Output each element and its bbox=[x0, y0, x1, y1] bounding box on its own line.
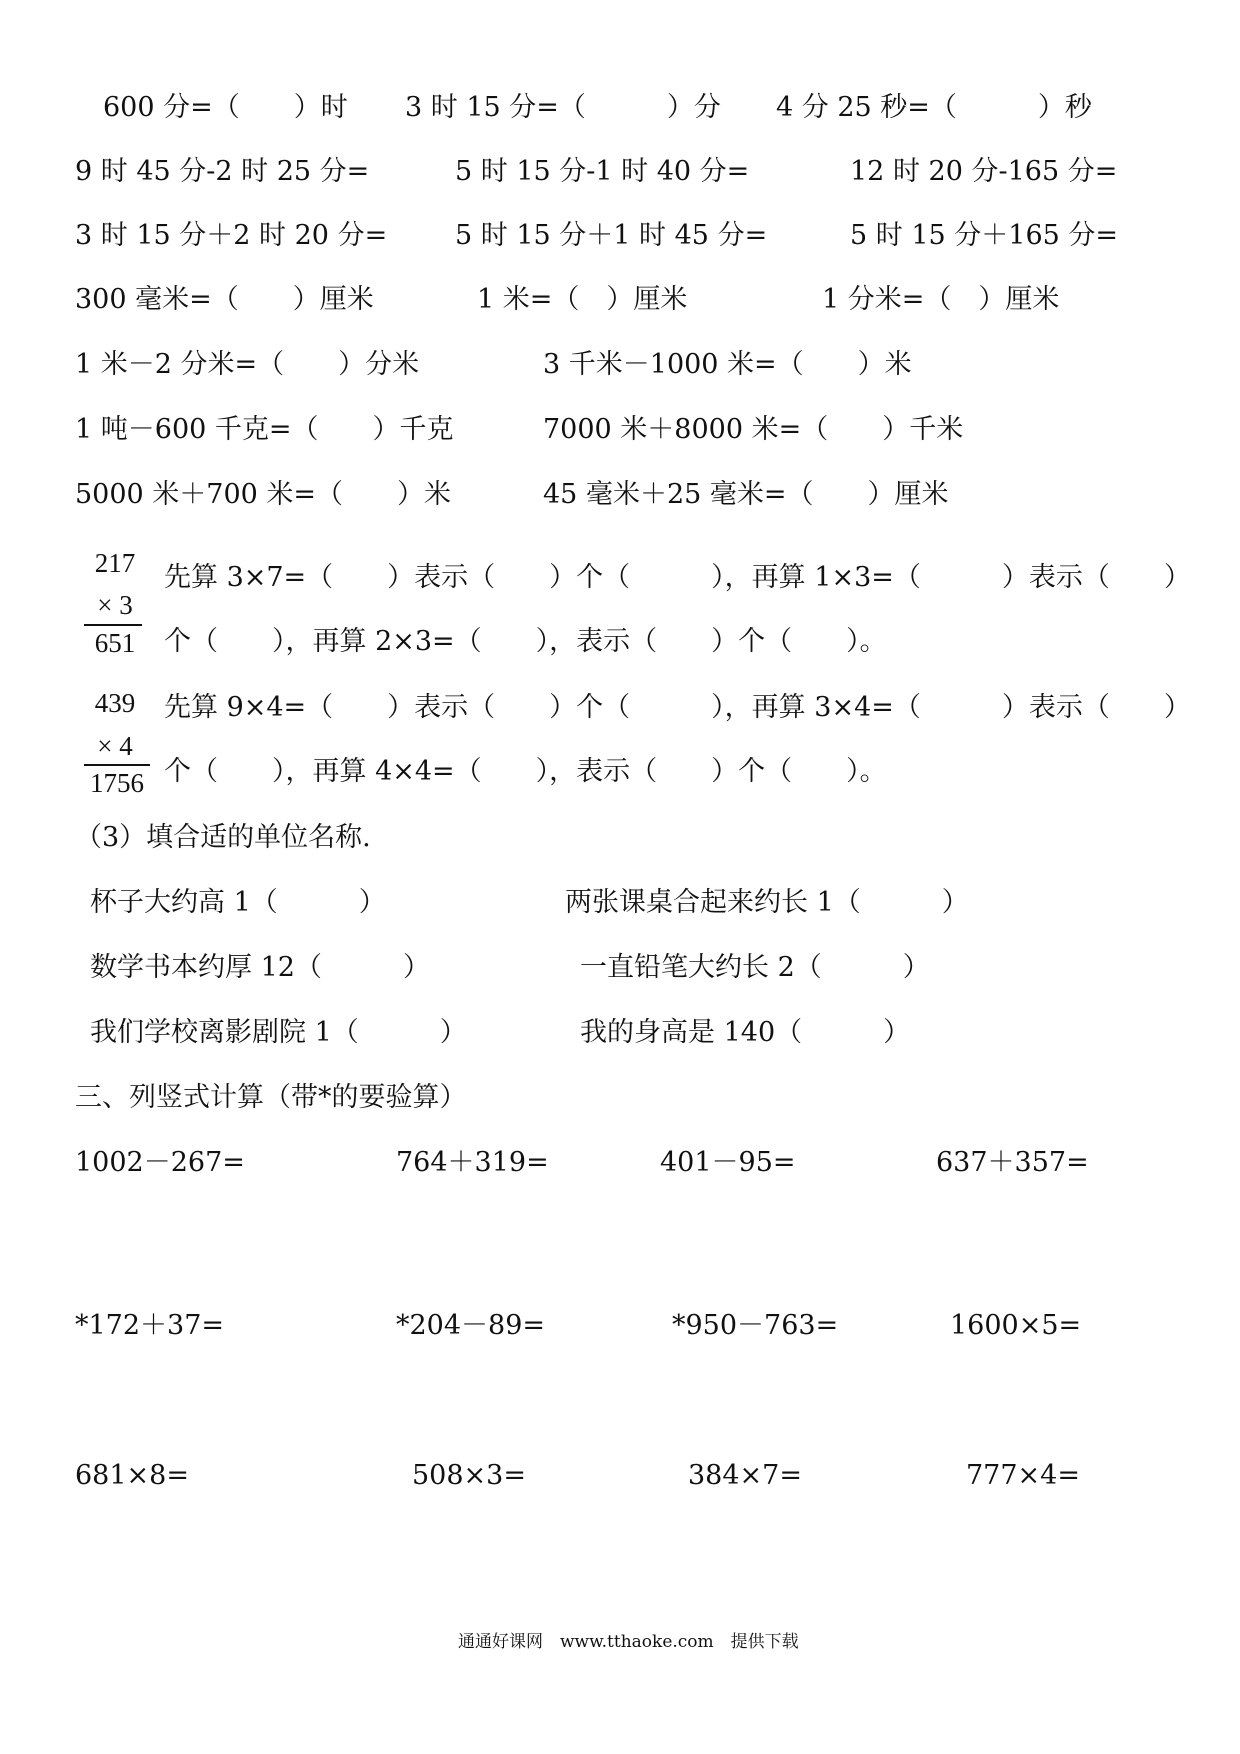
vertical-1-line-2: 个（ ），再算 2×3=（ ），表示（ ）个（ ）。 bbox=[164, 626, 887, 657]
length-question-7: 5000 米＋700 米=（ ）米 bbox=[75, 479, 452, 510]
calc-1-4: 637＋357= bbox=[936, 1147, 1089, 1178]
length-question-2: 1 米=（ ）厘米 bbox=[477, 284, 688, 315]
vertical-2-multiplier: × 4 bbox=[97, 731, 133, 761]
time-sub-1: 9 时 45 分-2 时 25 分= bbox=[75, 156, 370, 187]
vertical-2-line-1: 先算 9×4=（ ）表示（ ）个（ ），再算 3×4=（ ）表示（ ） bbox=[164, 692, 1191, 723]
calc-3-4: 777×4= bbox=[966, 1460, 1080, 1491]
mass-question-1: 1 吨－600 千克=（ ）千克 bbox=[75, 414, 454, 445]
vertical-2-result: 1756 bbox=[90, 768, 144, 798]
time-question-2: 3 时 15 分=（ ）分 bbox=[405, 92, 721, 123]
section-3-title: 三、列竖式计算（带*的要验算） bbox=[75, 1082, 467, 1113]
unit-question-2: 两张课桌合起来约长 1（ ） bbox=[565, 887, 969, 918]
calc-2-3: *950－763= bbox=[672, 1310, 839, 1341]
unit-question-5: 我们学校离影剧院 1（ ） bbox=[90, 1017, 467, 1048]
unit-question-6: 我的身高是 140（ ） bbox=[580, 1017, 911, 1048]
unit-question-4: 一直铅笔大约长 2（ ） bbox=[580, 952, 930, 983]
vertical-1-multiplier: × 3 bbox=[97, 590, 133, 620]
length-question-1: 300 毫米=（ ）厘米 bbox=[75, 284, 374, 315]
length-question-3: 1 分米=（ ）厘米 bbox=[822, 284, 1060, 315]
unit-heading: （3）填合适的单位名称. bbox=[75, 822, 371, 853]
vertical-2-top: 439 bbox=[94, 688, 136, 718]
unit-question-1: 杯子大约高 1（ ） bbox=[90, 887, 386, 918]
calc-1-3: 401－95= bbox=[660, 1147, 796, 1178]
vertical-1-result: 651 bbox=[94, 628, 136, 658]
vertical-1-rule bbox=[84, 624, 142, 626]
vertical-2-rule bbox=[84, 764, 150, 766]
length-question-8: 45 毫米＋25 毫米=（ ）厘米 bbox=[543, 479, 949, 510]
calc-2-1: *172＋37= bbox=[75, 1310, 225, 1341]
time-add-3: 5 时 15 分＋165 分= bbox=[850, 220, 1119, 251]
unit-question-3: 数学书本约厚 12（ ） bbox=[90, 952, 430, 983]
length-question-6: 7000 米＋8000 米=（ ）千米 bbox=[543, 414, 964, 445]
calc-1-2: 764＋319= bbox=[396, 1147, 549, 1178]
calc-2-2: *204－89= bbox=[396, 1310, 546, 1341]
length-question-5: 3 千米－1000 米=（ ）米 bbox=[543, 349, 912, 380]
vertical-2-line-2: 个（ ），再算 4×4=（ ），表示（ ）个（ ）。 bbox=[164, 756, 887, 787]
time-add-2: 5 时 15 分＋1 时 45 分= bbox=[455, 220, 768, 251]
calc-1-1: 1002－267= bbox=[75, 1147, 245, 1178]
vertical-1-line-1: 先算 3×7=（ ）表示（ ）个（ ），再算 1×3=（ ）表示（ ） bbox=[164, 562, 1191, 593]
time-question-3: 4 分 25 秒=（ ）秒 bbox=[776, 92, 1092, 123]
time-sub-3: 12 时 20 分-165 分= bbox=[850, 156, 1118, 187]
calc-3-3: 384×7= bbox=[688, 1460, 802, 1491]
page-footer: 通通好课网 www.tthaoke.com 提供下载 bbox=[458, 1632, 799, 1652]
time-question-1: 600 分=（ ）时 bbox=[103, 92, 348, 123]
length-question-4: 1 米－2 分米=（ ）分米 bbox=[75, 349, 420, 380]
time-sub-2: 5 时 15 分-1 时 40 分= bbox=[455, 156, 750, 187]
calc-2-4: 1600×5= bbox=[950, 1310, 1082, 1341]
calc-3-2: 508×3= bbox=[412, 1460, 526, 1491]
time-add-1: 3 时 15 分＋2 时 20 分= bbox=[75, 220, 388, 251]
calc-3-1: 681×8= bbox=[75, 1460, 189, 1491]
vertical-1-top: 217 bbox=[94, 548, 136, 578]
